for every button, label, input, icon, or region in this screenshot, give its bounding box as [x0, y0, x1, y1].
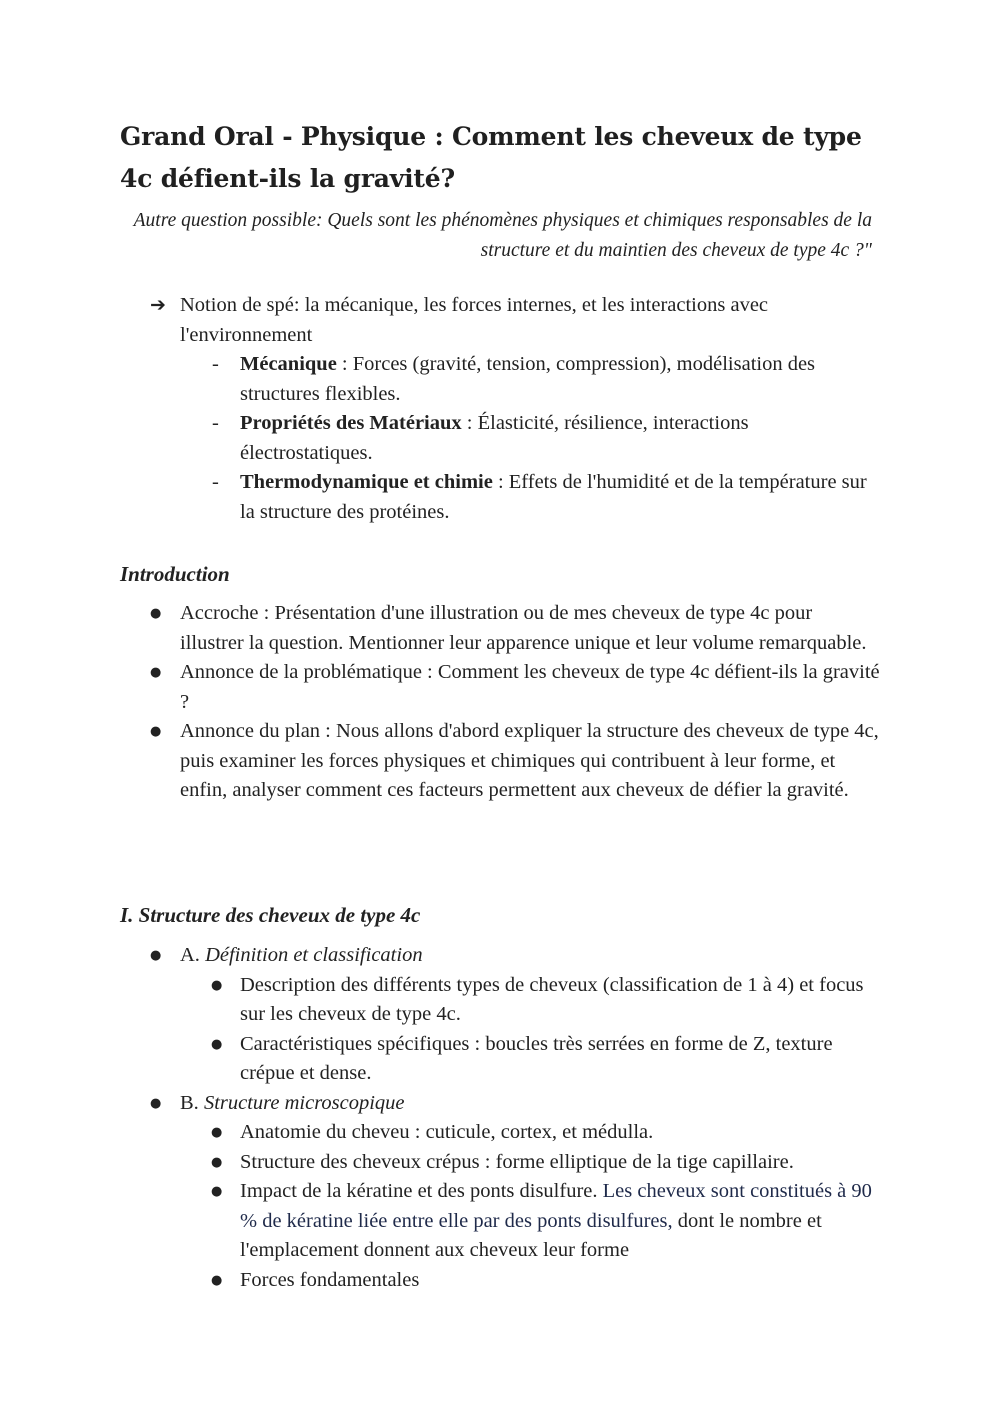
list-item-text: Anatomie du cheveu : cuticule, cortex, et médulla. — [240, 1121, 654, 1143]
subsection-prefix: B. — [180, 1091, 204, 1114]
bullet-icon: ● — [211, 977, 223, 993]
notion-list — [120, 291, 880, 527]
keratin-highlight: Les cheveux sont constitués à 90 % de kératine liée entre elle par des ponts disulfures, — [240, 1180, 872, 1232]
notion-item — [120, 291, 880, 350]
list-item-text: Annonce de la problématique : Comment les cheveux de type 4c défient-ils la gravité ? — [180, 661, 880, 713]
alternative-question: Autre question possible: Quels sont les phénomènes physiques et chimiques responsables de la structure et du maintien des cheveux de type 4c ?" — [133, 210, 872, 261]
keratin-text: Impact de la kératine et des ponts disulfure. — [240, 1180, 603, 1202]
bullet-icon: ● — [150, 724, 162, 739]
list-item — [120, 1030, 880, 1089]
list-item — [120, 599, 880, 658]
list-item-text: Annonce du plan : Nous allons d'abord expliquer la structure des cheveux de type 4c, puis examiner les forces physiques et chimiques qui contribuent à leur forme, et enfin, analyser comment ces facteurs permettent aux cheveux de défier la gravité. — [180, 720, 879, 801]
introduction-list — [120, 599, 880, 806]
list-item — [120, 1118, 880, 1148]
notion-sub-item — [120, 468, 880, 527]
list-item-text: Accroche : Présentation d'une illustration ou de mes cheveux de type 4c pour illustrer la question. Mentionner leur apparence unique et leur volume remarquable. — [180, 602, 867, 654]
notion-sub-item — [120, 350, 880, 409]
subsection-label: Structure microscopique — [203, 1091, 405, 1114]
notion-sub-bold: Mécanique — [240, 353, 337, 375]
dash-marker: - — [212, 471, 219, 493]
list-item — [120, 1177, 880, 1266]
notion-sub-text: : Forces (gravité, tension, compression), modélisation des structures flexibles. — [240, 353, 816, 405]
bullet-icon: ● — [211, 1184, 223, 1199]
arrow-icon: ➔ — [150, 294, 166, 316]
list-item — [120, 1089, 880, 1119]
bullet-icon: ● — [211, 1125, 223, 1140]
dash-marker: - — [212, 353, 219, 375]
bullet-icon: ● — [150, 1095, 162, 1111]
bullet-icon: ● — [211, 1154, 223, 1170]
subsection-label: Définition et classification — [205, 944, 423, 966]
section1-list — [120, 941, 880, 1295]
list-item — [120, 717, 880, 806]
keratin-text-end: dont le nombre et l'emplacement donnent aux cheveux leur forme — [240, 1209, 822, 1261]
notion-sub-item — [120, 409, 880, 468]
list-item-text: Forces fondamentales — [240, 1268, 420, 1291]
notion-text: Notion de spé: la mécanique, les forces internes, et les interactions avec l'environnement — [180, 294, 769, 346]
list-item — [120, 1266, 880, 1296]
notion-sub-bold: Propriétés des Matériaux — [240, 412, 462, 434]
notion-sub-text: : Effets de l'humidité et de la température sur la structure des protéines. — [240, 471, 867, 523]
bullet-icon: ● — [150, 948, 162, 963]
list-item-text: Structure des cheveux crépus : forme elliptique de la tige capillaire. — [240, 1150, 794, 1173]
notion-sub-bold: Thermodynamique et chimie — [240, 471, 493, 493]
subsection-prefix: A. — [180, 944, 206, 966]
list-item — [120, 971, 880, 1030]
bullet-icon: ● — [150, 665, 162, 680]
bullet-icon: ● — [211, 1036, 223, 1052]
list-item-text: Description des différents types de cheveux (classification de 1 à 4) et focus sur les cheveux de type 4c. — [240, 973, 864, 1025]
dash-marker: - — [212, 412, 219, 434]
notion-sub-text: : Élasticité, résilience, interactions électrostatiques. — [240, 412, 749, 464]
section-heading: I. Structure des cheveux de type 4c — [120, 903, 421, 927]
bullet-icon: ● — [150, 606, 162, 621]
document-title: Grand Oral - Physique : Comment les cheveux de type 4c défient-ils la gravité? — [120, 122, 862, 193]
introduction-heading: Introduction — [120, 562, 230, 586]
bullet-icon: ● — [211, 1272, 223, 1288]
list-item — [120, 941, 880, 971]
list-item — [120, 658, 880, 717]
list-item-text: Caractéristiques spécifiques : boucles très serrées en forme de Z, texture crépue et dense. — [240, 1032, 833, 1084]
list-item — [120, 1148, 880, 1178]
